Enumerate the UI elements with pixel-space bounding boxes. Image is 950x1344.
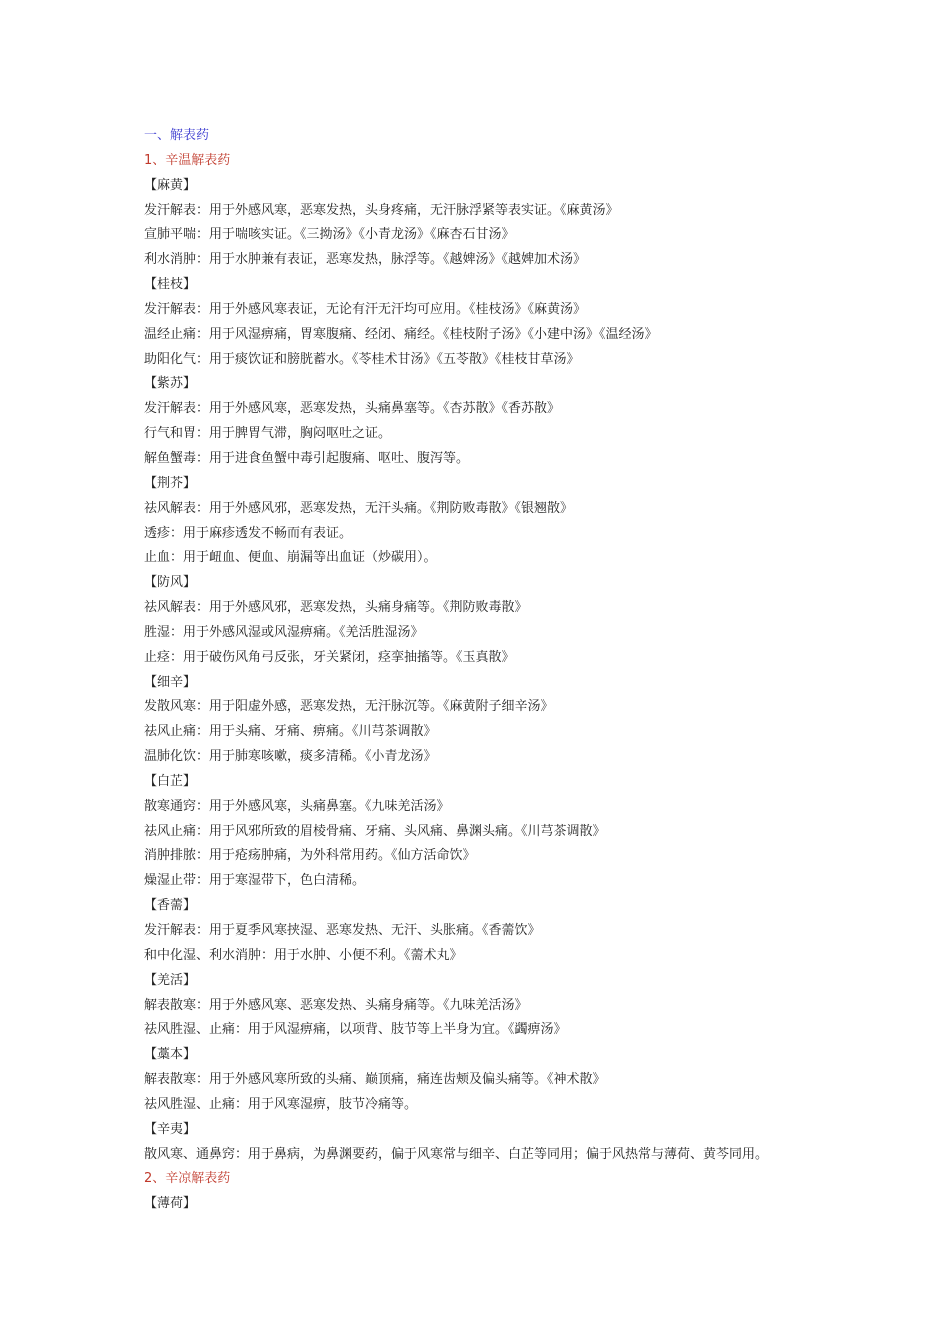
herb-entry: 宣肺平喘：用于喘咳实证。《三拗汤》《小青龙汤》《麻杏石甘汤》 — [144, 227, 515, 243]
herb-entry: 发汗解表：用于外感风寒，恶寒发热，头痛鼻塞等。《杏苏散》《香苏散》 — [144, 401, 561, 417]
herb-entry: 止痉：用于破伤风角弓反张，牙关紧闭，痉挛抽搐等。《玉真散》 — [144, 649, 515, 665]
herb-entry: 消肿排脓：用于疮疡肿痛，为外科常用药。《仙方活命饮》 — [144, 848, 476, 864]
herb-title: 【白芷】 — [144, 773, 197, 789]
herb-entry: 发汗解表：用于外感风寒，恶寒发热，头身疼痛，无汗脉浮紧等表实证。《麻黄汤》 — [144, 202, 619, 218]
herb-title: 【薄荷】 — [144, 1196, 197, 1212]
subsection-heading: 1、辛温解表药 — [144, 152, 231, 168]
herb-entry: 止血：用于衄血、便血、崩漏等出血证（炒碳用）。 — [144, 550, 437, 566]
herb-entry: 散风寒、通鼻窍：用于鼻病，为鼻渊要药，偏于风寒常与细辛、白芷等同用；偏于风热常与薄荷、黄芩同用。 — [144, 1146, 769, 1162]
herb-entry: 透疹：用于麻疹透发不畅而有表证。 — [144, 525, 353, 541]
herb-title: 【细辛】 — [144, 674, 197, 690]
herb-title: 【麻黄】 — [144, 177, 197, 193]
herb-entry: 胜湿：用于外感风湿或风湿痹痛。《羌活胜湿汤》 — [144, 624, 424, 640]
herb-title: 【辛夷】 — [144, 1121, 197, 1137]
herb-entry: 利水消肿：用于水肿兼有表证，恶寒发热，脉浮等。《越婢汤》《越婢加术汤》 — [144, 252, 587, 268]
herb-entry: 祛风解表：用于外感风邪，恶寒发热，头痛身痛等。《荆防败毒散》 — [144, 600, 528, 616]
herb-title: 【荆芥】 — [144, 475, 197, 491]
herb-title: 【藁本】 — [144, 1047, 197, 1063]
herb-entry: 解表散寒：用于外感风寒所致的头痛、巅顶痛，痛连齿颊及偏头痛等。《神术散》 — [144, 1072, 606, 1088]
herb-entry: 祛风解表：用于外感风邪，恶寒发热，无汗头痛。《荆防败毒散》《银翘散》 — [144, 500, 574, 516]
herb-entry: 祛风胜湿、止痛：用于风湿痹痛，以项背、肢节等上半身为宜。《蠲痹汤》 — [144, 1022, 567, 1038]
herb-entry: 温肺化饮：用于肺寒咳嗽，痰多清稀。《小青龙汤》 — [144, 749, 437, 765]
subsection-heading: 2、辛凉解表药 — [144, 1171, 231, 1187]
herb-title: 【紫苏】 — [144, 376, 197, 392]
herb-title: 【防风】 — [144, 575, 197, 591]
herb-entry: 解鱼蟹毒：用于进食鱼蟹中毒引起腹痛、呕吐、腹泻等。 — [144, 450, 470, 466]
herb-entry: 和中化湿、利水消肿：用于水肿、小便不利。《薷术丸》 — [144, 947, 463, 963]
herb-entry: 祛风止痛：用于风邪所致的眉棱骨痛、牙痛、头风痛、鼻渊头痛。《川芎茶调散》 — [144, 823, 606, 839]
herb-entry: 发汗解表：用于夏季风寒挟湿、恶寒发热、无汗、头胀痛。《香薷饮》 — [144, 923, 541, 938]
herb-entry: 发散风寒：用于阳虚外感，恶寒发热，无汗脉沉等。《麻黄附子细辛汤》 — [144, 699, 554, 715]
herb-entry: 解表散寒：用于外感风寒、恶寒发热、头痛身痛等。《九味羌活汤》 — [144, 997, 528, 1013]
document-body — [144, 124, 934, 1217]
herb-entry: 温经止痛：用于风湿痹痛，胃寒腹痛、经闭、痛经。《桂枝附子汤》《小建中汤》《温经汤》 — [144, 326, 658, 342]
herb-title: 【香薷】 — [144, 898, 197, 914]
herb-entry: 散寒通窍：用于外感风寒，头痛鼻塞。《九味羌活汤》 — [144, 798, 450, 814]
herb-entry: 发汗解表：用于外感风寒表证，无论有汗无汗均可应用。《桂枝汤》《麻黄汤》 — [144, 301, 587, 317]
herb-entry: 祛风止痛：用于头痛、牙痛、痹痛。《川芎茶调散》 — [144, 724, 437, 740]
herb-title: 【桂枝】 — [144, 277, 197, 293]
herb-entry: 祛风胜湿、止痛：用于风寒湿痹，肢节冷痛等。 — [144, 1096, 418, 1112]
herb-entry: 助阳化气：用于痰饮证和膀胱蓄水。《苓桂术甘汤》《五苓散》《桂枝甘草汤》 — [144, 351, 580, 367]
herb-entry: 燥湿止带：用于寒湿带下，色白清稀。 — [144, 873, 366, 889]
section-heading: 一、解表药 — [144, 128, 210, 143]
herb-entry: 行气和胃：用于脾胃气滞，胸闷呕吐之证。 — [144, 426, 392, 442]
herb-title: 【羌活】 — [144, 972, 197, 988]
